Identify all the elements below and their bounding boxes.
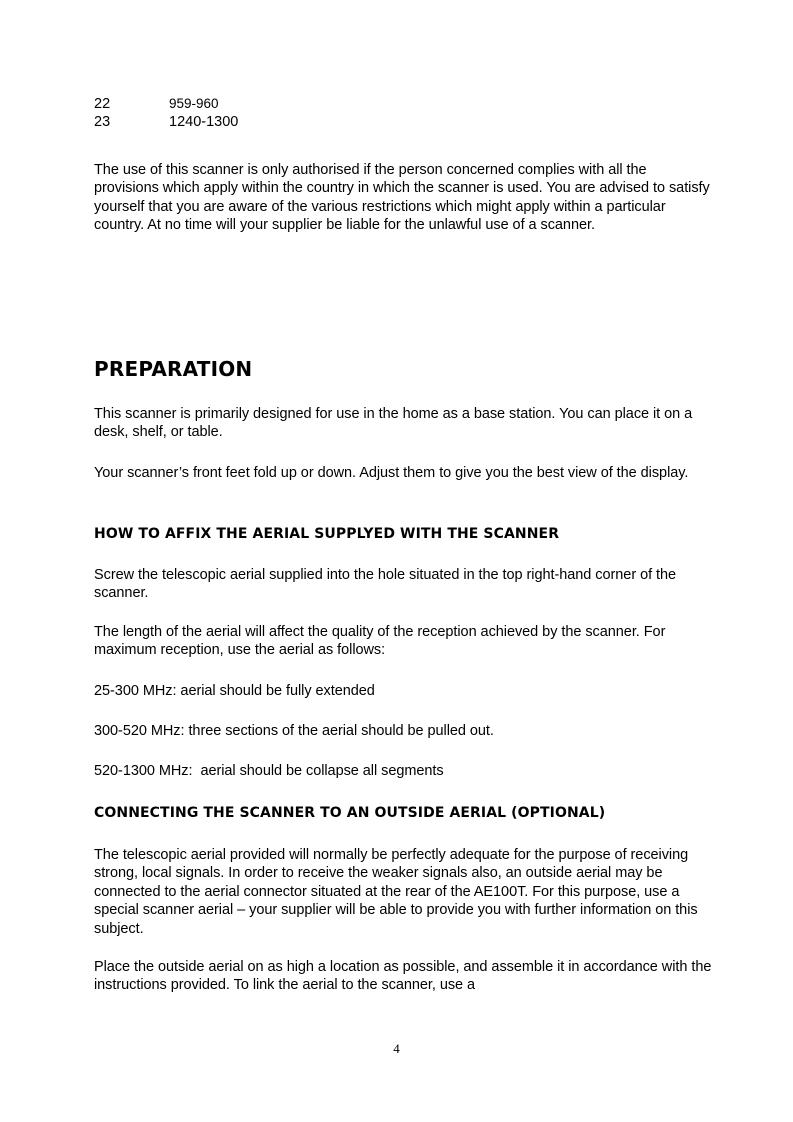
channel-number: 22 [94, 96, 111, 112]
aerial-length-paragraph: The length of the aerial will affect the quality of the reception achieved by the scanner. For maximum reception, use the aerial as follows: [94, 624, 666, 659]
base-station-paragraph: This scanner is primarily designed for use in the home as a base station. You can place it on a desk, shelf, or table. [94, 406, 693, 441]
frequency-range: 1240-1300 [169, 114, 239, 130]
frequency-row [94, 95, 219, 113]
band-520-1300-line: 520-1300 MHz: aerial should be collapse all segments [94, 763, 444, 779]
front-feet-paragraph: Your scanner’s front feet fold up or down. Adjust them to give you the best view of the display. [94, 465, 689, 481]
channel-number: 23 [94, 114, 111, 130]
outside-aerial-paragraph: The telescopic aerial provided will normally be perfectly adequate for the purpose of receiving strong, local signals. In order to receive the weaker signals also, an outside aerial may be connected to the aerial connector situated at the rear of the AE100T. For this purpose, use a special scanner aerial – your supplier will be able to provide you with further information on this subject. [94, 847, 698, 937]
screw-aerial-paragraph: Screw the telescopic aerial supplied into the hole situated in the top right-hand corner of the scanner. [94, 567, 677, 602]
section-heading-preparation: PREPARATION [94, 357, 253, 381]
frequency-row [94, 114, 238, 131]
subheading-connect-outside-aerial: CONNECTING THE SCANNER TO AN OUTSIDE AERIAL (OPTIONAL) [94, 805, 606, 821]
frequency-range: 959-960 [169, 96, 219, 111]
band-300-520-line: 300-520 MHz: three sections of the aerial should be pulled out. [94, 723, 494, 739]
placement-paragraph: Place the outside aerial on as high a location as possible, and assemble it in accordance with the instructions provided. To link the aerial to the scanner, use a [94, 959, 712, 994]
subheading-affix-aerial: HOW TO AFFIX THE AERIAL SUPPLYED WITH THE SCANNER [94, 526, 560, 542]
page-number: 4 [393, 1041, 400, 1056]
authorisation-paragraph: The use of this scanner is only authorised if the person concerned complies with all the provisions which apply within the country in which the scanner is used. You are advised to satisfy yourself that you are aware of the various restrictions which might apply within a particular country. At no time will your supplier be liable for the unlawful use of a scanner. [94, 162, 710, 234]
band-25-300-line: 25-300 MHz: aerial should be fully extended [94, 683, 375, 699]
